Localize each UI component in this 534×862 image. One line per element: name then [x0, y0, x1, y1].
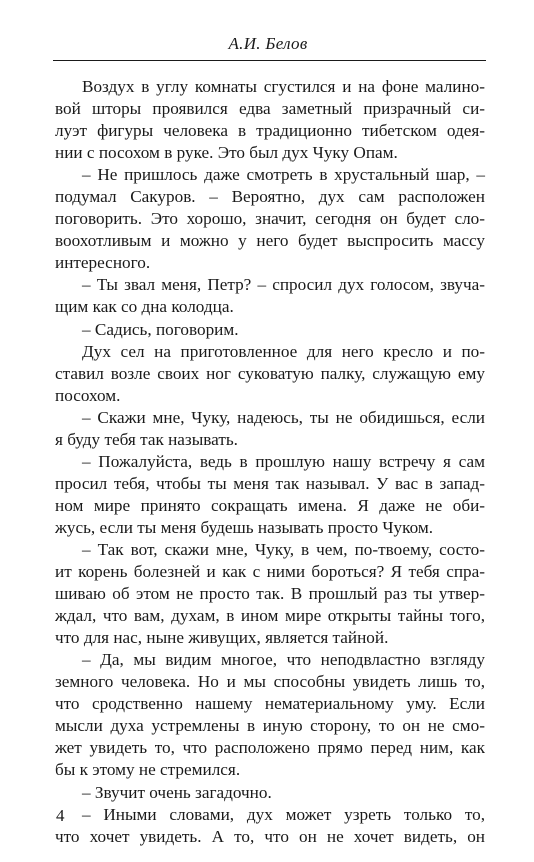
text-line: ит корень болезней и как с ними бороться? Я тебя спра- — [55, 562, 485, 582]
text-line: жусь, если ты меня будешь называть просто Чуком. — [55, 517, 434, 537]
text-line: ждал, что вам, духам, в ином мире открыты тайны того, — [55, 606, 485, 626]
text-line: – Скажи мне, Чуку, надеюсь, ты не обидишься, если — [82, 407, 485, 427]
text-line: посохом. — [55, 385, 121, 405]
text-line: интересного. — [55, 253, 151, 273]
text-line: – Звучит очень загадочно. — [82, 782, 272, 802]
text-line: что для нас, ныне живущих, является тайной. — [55, 628, 389, 648]
text-line: Дух сел на приготовленное для него кресло и по- — [82, 341, 485, 361]
text-line: – Пожалуйста, ведь в прошлую нашу встречу я сам — [82, 451, 485, 471]
text-line: – Не пришлось даже смотреть в хрустальный шар, – — [82, 165, 485, 185]
text-line: подумал Сакуров. – Вероятно, дух сам расположен — [55, 187, 485, 207]
text-line: – Иными словами, дух может узреть только то, — [82, 804, 485, 824]
text-line: просил тебя, чтобы ты меня так называл. У вас в запад- — [55, 473, 485, 493]
text-line: что хочет увидеть. А то, что он не хочет видеть, он — [55, 826, 485, 846]
text-line: – Так вот, скажи мне, Чуку, в чем, по-твоему, состо- — [82, 539, 485, 559]
text-line: – Да, мы видим многое, что неподвластно взгляду — [82, 650, 485, 670]
running-head-author: А.И. Белов — [228, 34, 308, 53]
text-line: Воздух в углу комнаты сгустился и на фоне малино- — [82, 77, 485, 96]
text-line: жет увидеть то, что расположено прямо перед ним, как — [55, 738, 485, 758]
text-line: шиваю об этом не просто так. В прошлый раз ты утвер- — [55, 584, 485, 604]
text-line: поговорить. Это хорошо, значит, сегодня он будет сло- — [55, 209, 485, 229]
text-line: щим как со дна колодца. — [55, 297, 234, 317]
text-line: воохотливым и можно у него будет выспросить массу — [55, 231, 485, 251]
header-divider — [53, 60, 486, 61]
text-line: мысли духа устремлены в иную сторону, то он не смо- — [55, 716, 485, 736]
text-line: вой шторы проявился едва заметный призрачный си- — [55, 99, 485, 119]
text-line: луэт фигуры человека в традиционно тибетском одея- — [55, 121, 485, 141]
text-line: – Садись, поговорим. — [82, 319, 239, 339]
text-line: ном мире принято сокращать имена. Я даже не оби- — [55, 495, 485, 515]
text-line: я буду тебя так называть. — [55, 429, 238, 449]
page-body-text — [55, 76, 485, 848]
text-line: нии с посохом в руке. Это был дух Чуку Опам. — [55, 143, 398, 163]
text-line: что сродственно нашему нематериальному уму. Если — [55, 694, 485, 714]
text-line: бы к этому не стремился. — [55, 760, 241, 780]
page-number: 4 — [56, 806, 65, 825]
text-line: ставил возле своих ног суковатую палку, служащую ему — [55, 363, 485, 383]
text-line: – Ты звал меня, Петр? – спросил дух голосом, звуча- — [82, 275, 485, 295]
text-line: земного человека. Но и мы способны увидеть лишь то, — [55, 672, 485, 692]
